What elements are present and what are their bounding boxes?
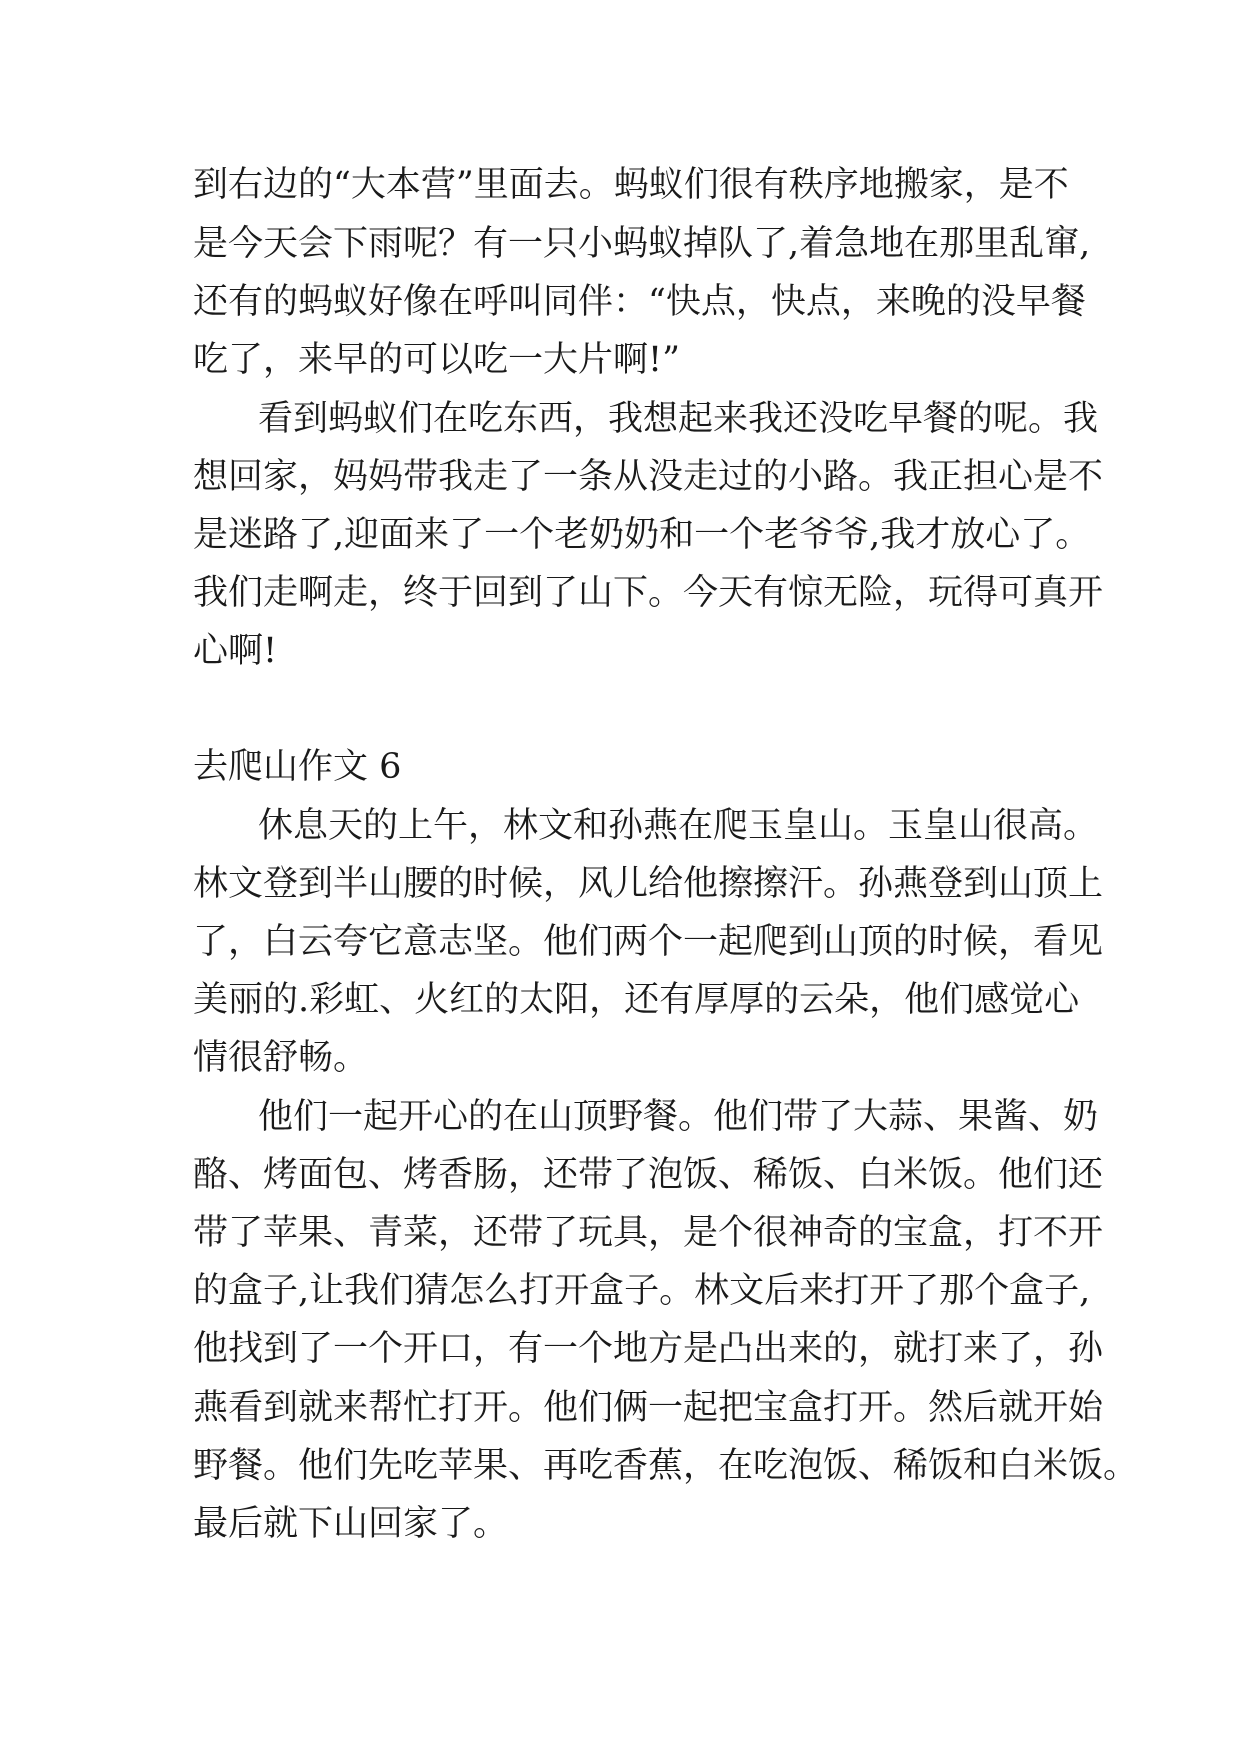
- text-line: 美丽的.彩虹、火红的太阳，还有厚厚的云朵，他们感觉心: [193, 980, 1080, 1020]
- section-title: 去爬山作文 6: [193, 747, 402, 787]
- text-line: 野餐。他们先吃苹果、再吃香蕉，在吃泡饭、稀饭和白米饭。: [193, 1446, 1139, 1486]
- text-line: 心啊!: [193, 631, 278, 671]
- text-line: 是今天会下雨呢？有一只小蚂蚁掉队了,着急地在那里乱窜,: [193, 224, 1091, 264]
- text-line: 到右边的“大本营”里面去。蚂蚁们很有秩序地搬家，是不: [193, 165, 1069, 205]
- text-line: 酪、烤面包、烤香肠，还带了泡饭、稀饭、白米饭。他们还: [193, 1155, 1104, 1195]
- text-line: 燕看到就来帮忙打开。他们俩一起把宝盒打开。然后就开始: [193, 1388, 1104, 1428]
- text-line: 还有的蚂蚁好像在呼叫同伴：“快点，快点，来晚的没早餐: [193, 282, 1086, 322]
- text-line: 的盒子,让我们猜怎么打开盒子。林文后来打开了那个盒子,: [193, 1271, 1091, 1311]
- paragraph-first-line: 看到蚂蚁们在吃东西，我想起来我还没吃早餐的呢。我: [258, 399, 1099, 439]
- text-line: 是迷路了,迎面来了一个老奶奶和一个老爷爷,我才放心了。: [193, 515, 1091, 555]
- text-line: 我们走啊走，终于回到了山下。今天有惊无险，玩得可真开: [193, 573, 1104, 613]
- text-line: 最后就下山回家了。: [193, 1504, 509, 1544]
- paragraph-first-line: 休息天的上午，林文和孙燕在爬玉皇山。玉皇山很高。: [258, 806, 1099, 846]
- text-line: 带了苹果、青菜，还带了玩具，是个很神奇的宝盒，打不开: [193, 1213, 1104, 1253]
- text-line: 想回家，妈妈带我走了一条从没走过的小路。我正担心是不: [193, 457, 1104, 497]
- text-line: 他找到了一个开口，有一个地方是凸出来的，就打来了，孙: [193, 1329, 1104, 1369]
- text-line: 吃了，来早的可以吃一大片啊!”: [193, 340, 680, 380]
- text-line: 了，白云夸它意志坚。他们两个一起爬到山顶的时候，看见: [193, 922, 1104, 962]
- text-line: 情很舒畅。: [193, 1038, 369, 1078]
- paragraph-first-line: 他们一起开心的在山顶野餐。他们带了大蒜、果酱、奶: [258, 1097, 1099, 1137]
- text-line: 林文登到半山腰的时候，风儿给他擦擦汗。孙燕登到山顶上: [193, 864, 1104, 904]
